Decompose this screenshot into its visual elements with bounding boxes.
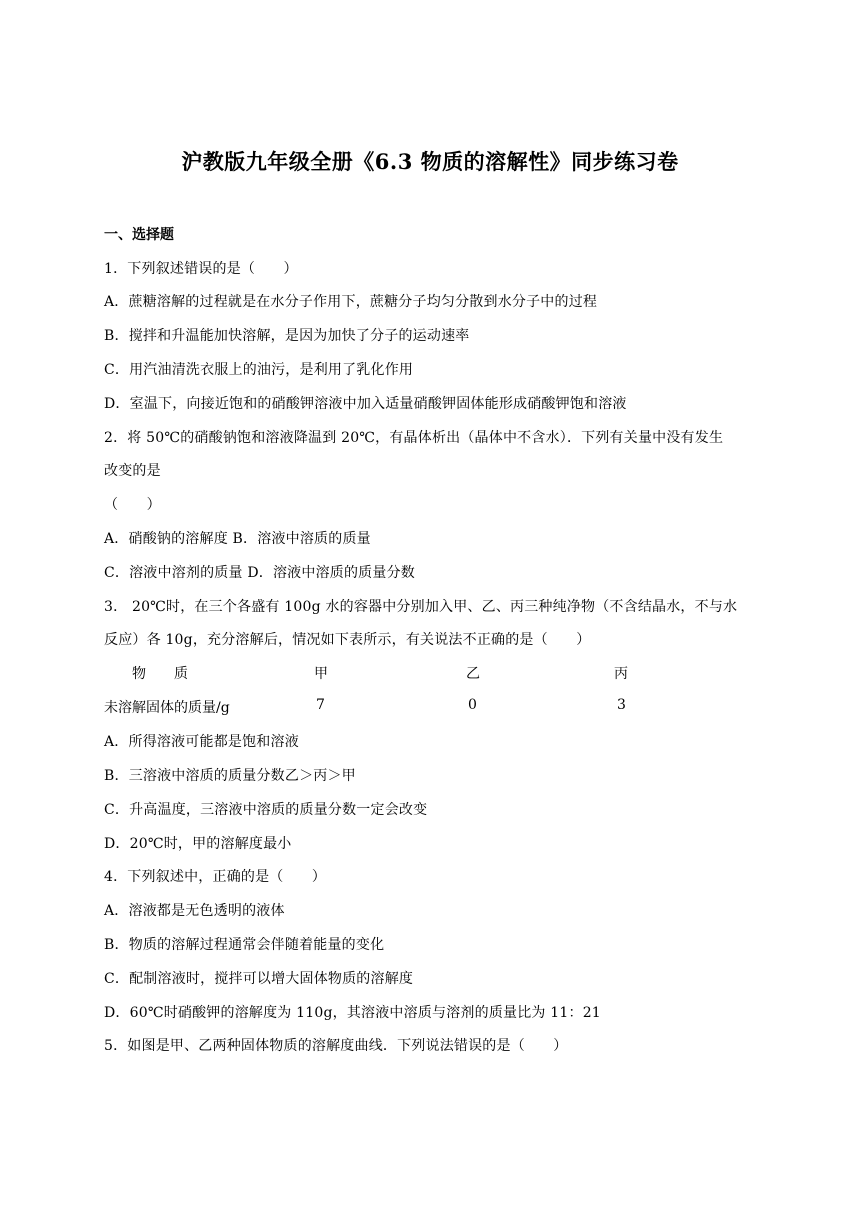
question-3-option-c: C．升高温度，三溶液中溶质的质量分数一定会改变 bbox=[104, 802, 428, 818]
question-4-stem: 4．下列叙述中，正确的是（ ） bbox=[104, 869, 327, 885]
question-2-answer-blank: （ ） bbox=[104, 497, 161, 513]
table-header-bing: 丙 bbox=[614, 666, 628, 682]
table-cell-jia: 7 bbox=[316, 697, 325, 713]
question-3-option-d: D．20℃时，甲的溶解度最小 bbox=[104, 836, 292, 852]
question-3-stem-line-2: 反应）各 10g，充分溶解后，情况如下表所示，有关说法不正确的是（ ） bbox=[104, 632, 591, 648]
question-1-option-c: C．用汽油清洗衣服上的油污，是利用了乳化作用 bbox=[104, 362, 414, 378]
table-header-yi: 乙 bbox=[466, 666, 480, 682]
question-1-option-b: B．搅拌和升温能加快溶解，是因为加快了分子的运动速率 bbox=[104, 328, 470, 344]
question-4-option-a: A．溶液都是无色透明的液体 bbox=[104, 903, 285, 919]
question-5-stem: 5．如图是甲、乙两种固体物质的溶解度曲线．下列说法错误的是（ ） bbox=[104, 1038, 568, 1054]
question-3-option-a: A．所得溶液可能都是饱和溶液 bbox=[104, 734, 299, 750]
section-heading: 一、选择题 bbox=[104, 227, 174, 243]
question-3-option-b: B．三溶液中溶质的质量分数乙＞丙＞甲 bbox=[104, 768, 356, 784]
table-row-label: 未溶解固体的质量/g bbox=[104, 700, 230, 716]
question-4-option-d: D．60℃时硝酸钾的溶解度为 110g，其溶液中溶质与溶剂的质量比为 11：21 bbox=[104, 1005, 601, 1021]
table-cell-bing: 3 bbox=[617, 697, 626, 713]
question-2-options-cd: C．溶液中溶剂的质量 D．溶液中溶质的质量分数 bbox=[104, 565, 415, 581]
question-1-option-d: D．室温下，向接近饱和的硝酸钾溶液中加入适量硝酸钾固体能形成硝酸钾饱和溶液 bbox=[104, 396, 627, 412]
question-4-option-b: B．物质的溶解过程通常会伴随着能量的变化 bbox=[104, 937, 385, 953]
table-header-substance: 物 质 bbox=[132, 666, 188, 682]
question-3-stem-line-1: 3． 20℃时，在三个各盛有 100g 水的容器中分别加入甲、乙、丙三种纯净物（不含结晶水，不与水 bbox=[104, 599, 738, 615]
table-header-jia: 甲 bbox=[314, 666, 328, 682]
question-1-stem: 1．下列叙述错误的是（ ） bbox=[104, 261, 298, 277]
page-title: 沪教版九年级全册《6.3 物质的溶解性》同步练习卷 bbox=[181, 149, 679, 174]
question-2-stem-line-1: 2．将 50℃的硝酸钠饱和溶液降温到 20℃，有晶体析出（晶体中不含水）．下列有关量中没有发生 bbox=[104, 430, 724, 446]
question-4-option-c: C．配制溶液时，搅拌可以增大固体物质的溶解度 bbox=[104, 971, 414, 987]
question-2-stem-line-2: 改变的是 bbox=[104, 463, 161, 479]
question-1-option-a: A．蔗糖溶解的过程就是在水分子作用下，蔗糖分子均匀分散到水分子中的过程 bbox=[104, 294, 598, 310]
table-cell-yi: 0 bbox=[468, 697, 477, 713]
question-2-options-ab: A．硝酸钠的溶解度 B．溶液中溶质的质量 bbox=[104, 531, 371, 547]
